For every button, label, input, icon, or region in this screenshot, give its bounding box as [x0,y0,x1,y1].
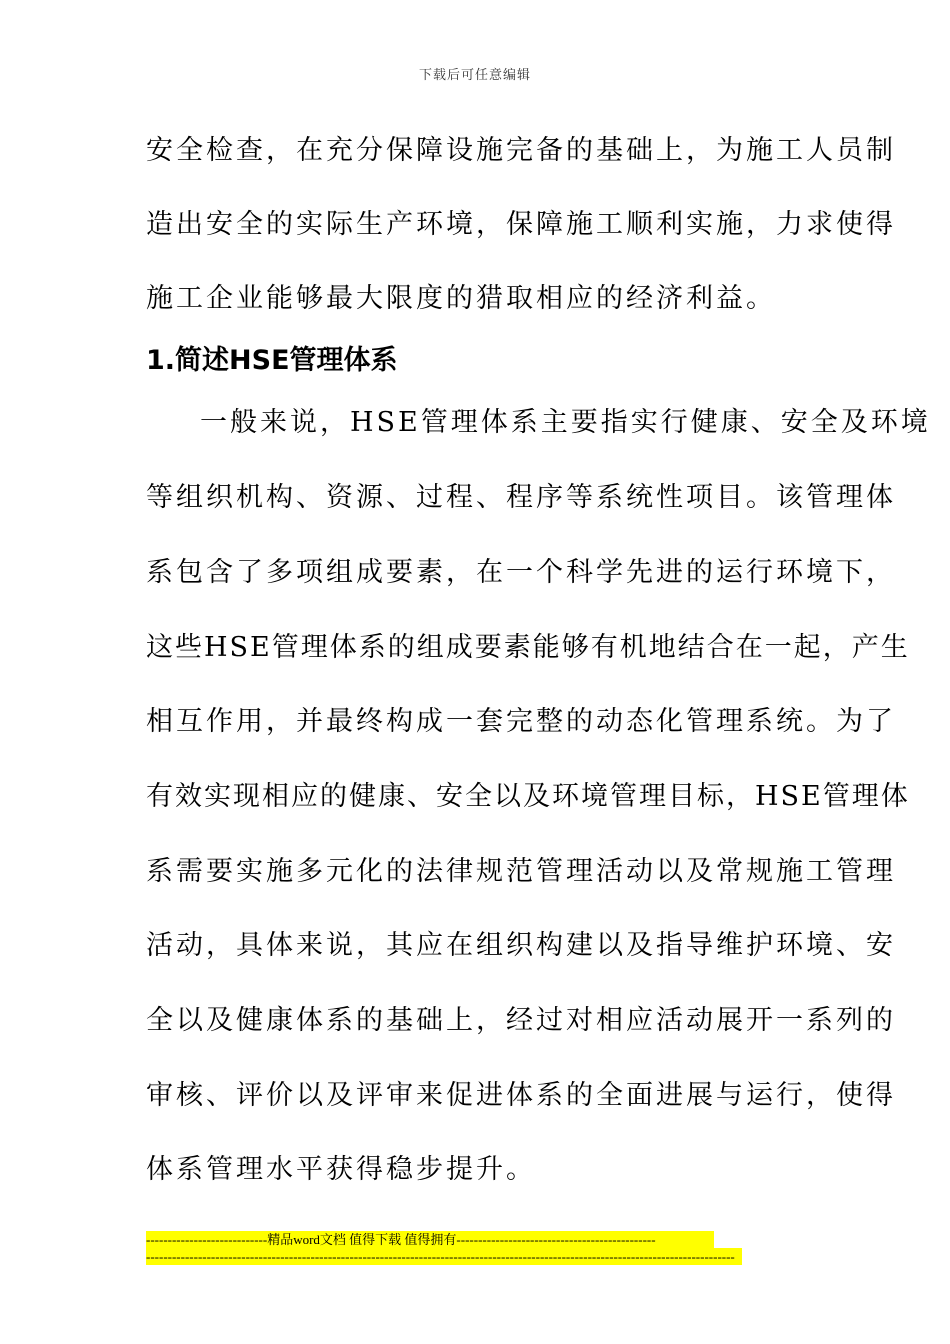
paragraph-line: 体系管理水平获得稳步提升。 [146,1154,536,1185]
paragraph-line: 审核、评价以及评审来促进体系的全面进展与运行，使得 [146,1080,896,1111]
paragraph-line: 系包含了多项组成要素，在一个科学先进的运行环境下， [146,557,896,588]
paragraph-line: 活动，具体来说，其应在组织构建以及指导维护环境、安 [146,930,896,961]
footer-rule: ---------------------------------------------------------------------------------------------------------------------------------------- [146,1248,742,1265]
page-header: 下载后可任意编辑 [418,68,531,83]
paragraph-line: 一般来说，HSE管理体系主要指实行健康、安全及环境 [200,407,931,438]
paragraph-line: 安全检查，在充分保障设施完备的基础上，为施工人员制 [146,135,896,166]
paragraph-line: 有效实现相应的健康、安全以及环境管理目标，HSE管理体 [146,781,910,812]
paragraph-line: 相互作用，并最终构成一套完整的动态化管理系统。为了 [146,706,896,737]
paragraph-line: 这些HSE管理体系的组成要素能够有机地结合在一起，产生 [146,632,910,663]
paragraph-line: 系需要实施多元化的法律规范管理活动以及常规施工管理 [146,856,896,887]
paragraph-line: 全以及健康体系的基础上，经过对相应活动展开一系列的 [146,1005,896,1036]
paragraph-line: 施工企业能够最大限度的猎取相应的经济利益。 [146,283,776,314]
footer-banner: ----------------------------精品word文档 值得下载 值得拥有---------------------------------------------- [146,1231,714,1248]
section-heading: 1.简述HSE管理体系 [146,345,398,376]
paragraph-line: 造出安全的实际生产环境，保障施工顺利实施，力求使得 [146,209,896,240]
paragraph-line: 等组织机构、资源、过程、程序等系统性项目。该管理体 [146,482,896,513]
